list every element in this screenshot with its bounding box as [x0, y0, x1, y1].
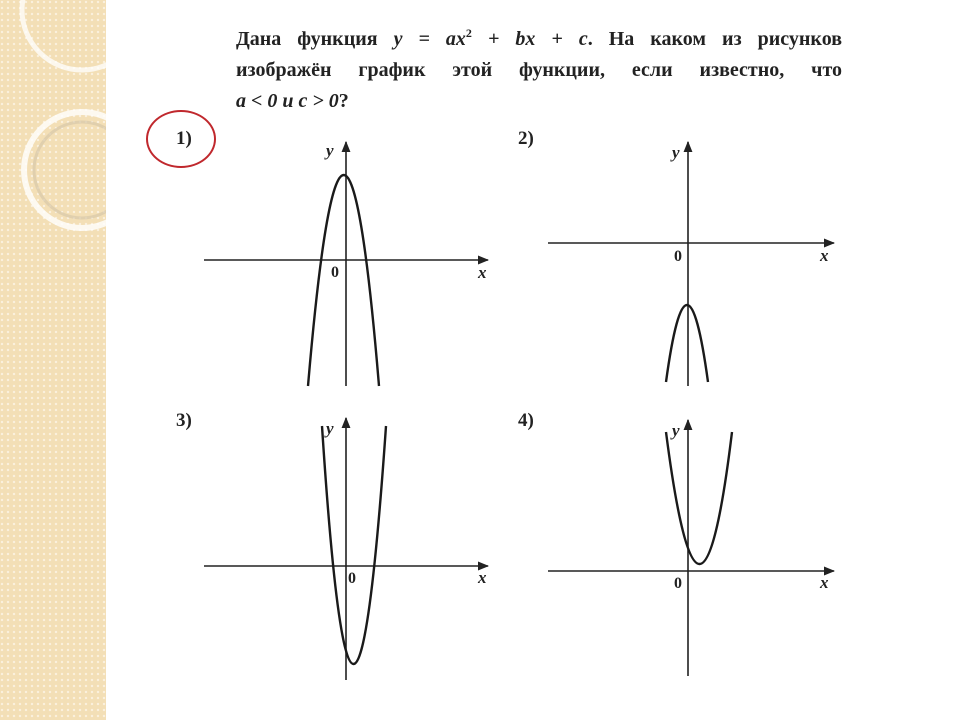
- graph-2-origin: 0: [674, 248, 682, 265]
- graph-4-parabola: [666, 432, 732, 564]
- graph-1-x-label: x: [478, 263, 487, 282]
- graph-4-origin: 0: [674, 575, 682, 592]
- graph-4-y-label: y: [672, 421, 680, 440]
- problem-line-2: изображён график этой функции, если известно, что: [236, 59, 842, 81]
- panel-3-label[interactable]: 3): [176, 410, 192, 431]
- graph-2-parabola: [666, 305, 708, 382]
- panel-4-label[interactable]: 4): [518, 410, 534, 431]
- graph-1[interactable]: [204, 141, 488, 386]
- graph-2-y-label: y: [672, 143, 680, 162]
- graph-4-x-label: x: [820, 573, 829, 592]
- graph-3-origin: 0: [348, 570, 356, 587]
- problem-line-1: Дана функция $y = ax^2$ + bx + c. На каком из рисунков: [236, 26, 842, 50]
- problem-line-3: a < 0 и c > 0?: [236, 90, 349, 112]
- graph-3-x-label: x: [478, 568, 487, 587]
- panel-2-label[interactable]: 2): [518, 128, 534, 149]
- graph-2[interactable]: [548, 142, 834, 386]
- graph-1-y-label: y: [326, 141, 334, 160]
- graph-2-x-label: x: [820, 246, 829, 265]
- panel-1-label[interactable]: 1): [176, 128, 192, 149]
- graph-1-parabola: [308, 175, 379, 386]
- graph-3-parabola: [322, 426, 386, 664]
- graph-1-origin: 0: [331, 264, 339, 281]
- graph-3-y-label: y: [326, 419, 334, 438]
- graph-3[interactable]: [204, 418, 488, 680]
- graph-4[interactable]: [548, 420, 834, 676]
